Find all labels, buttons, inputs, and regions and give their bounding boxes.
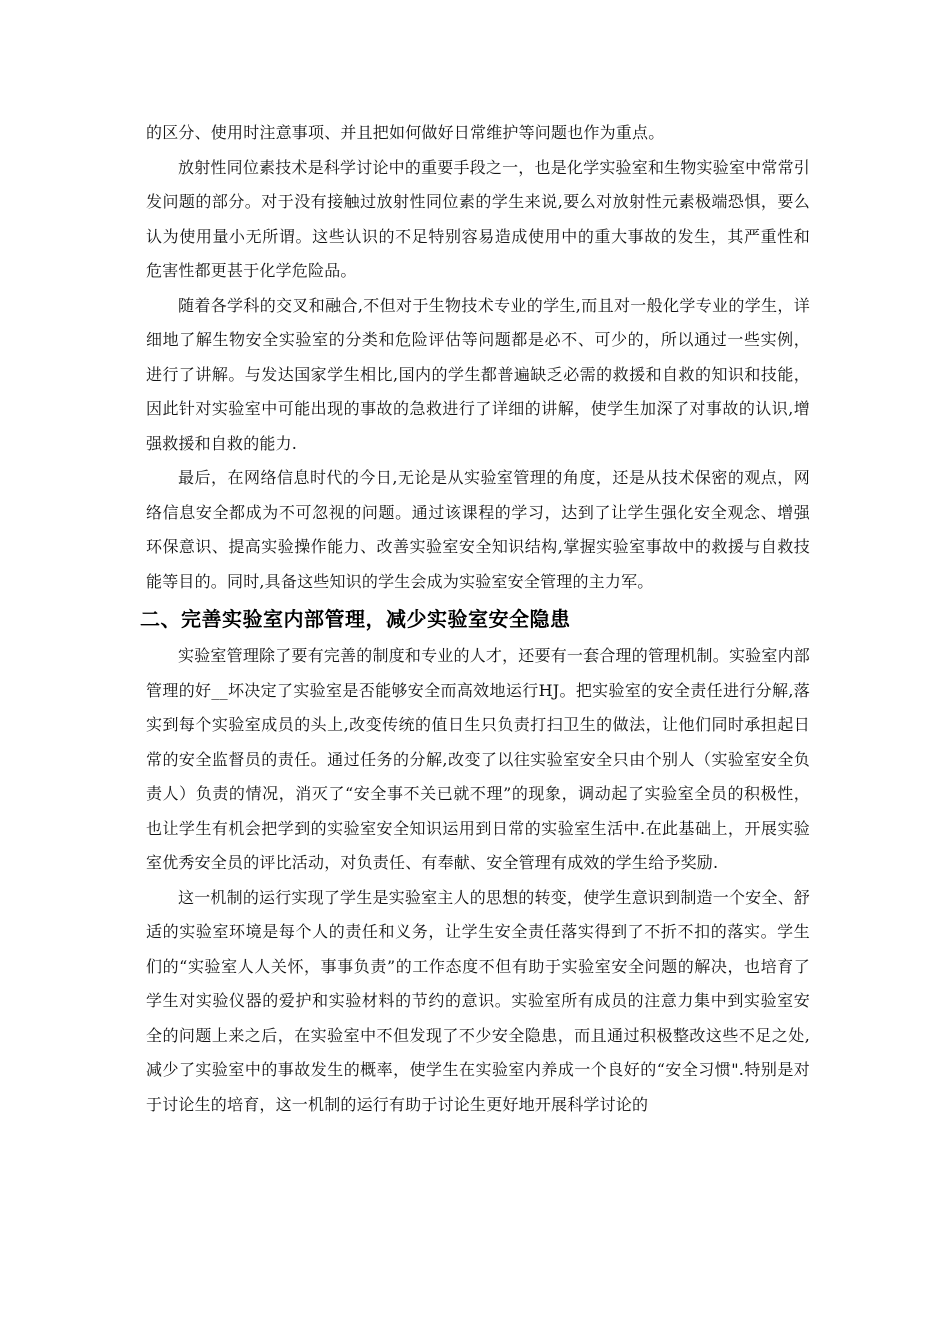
paragraph-4: 最后，在网络信息时代的今日,无论是从实验室管理的角度，还是从技术保密的观点，网络信息安全都成为不可忽视的问题。通过该课程的学习，达到了让学生强化安全观念、增强环保意识、提高实验操作能力、改善实验室安全知识结构,掌握实验室事故中的救援与自救技能等目的。同时,具备这些知识的学生会成为实验室安全管理的主力军。: [146, 468, 810, 591]
paragraph-2: 放射性同位素技术是科学讨论中的重要手段之一，也是化学实验室和生物实验室中常常引发问题的部分。对于没有接触过放射性同位素的学生来说,要么对放射性元素极端恐惧，要么认为使用量小无所谓。这些认识的不足特别容易造成使用中的重大事故的发生，其严重性和危害性都更甚于化学危险品。: [146, 157, 810, 280]
paragraph-1: 的区分、使用时注意事项、并且把如何做好日常维护等问题也作为重点。: [146, 123, 665, 142]
paragraph-6: 这一机制的运行实现了学生是实验室主人的思想的转变，使学生意识到制造一个安全、舒适的实验室环境是每个人的责任和义务，让学生安全责任落实得到了不折不扣的落实。学生们的“实验室人人关怀，事事负责”的工作态度不但有助于实验室安全问题的解决，也培育了学生对实验仪器的爱护和实验材料的节约的意识。实验室所有成员的注意力集中到实验室安全的问题上来之后，在实验室中不但发现了不少安全隐患，而且通过积极整改这些不足之处,减少了实验室中的事故发生的概率，使学生在实验室内养成一个良好的“安全习惯".特别是对于讨论生的培育，这一机制的运行有助于讨论生更好地开展科学讨论的: [146, 887, 810, 1114]
paragraph-5: 实验室管理除了要有完善的制度和专业的人才，还要有一套合理的管理机制。实验室内部管理的好__坏决定了实验室是否能够安全而高效地运行HJ。把实验室的安全责任进行分解,落实到每个实验室成员的头上,改变传统的值日生只负责打扫卫生的做法，让他们同时承担起日常的安全监督员的责任。通过任务的分解,改变了以往实验室安全只由个别人（实验室安全负责人）负责的情况，消灭了“安全事不关已就不理”的现象，调动起了实验室全员的积极性，也让学生有机会把学到的实验室安全知识运用到日常的实验室生活中.在此基础上，开展实验室优秀安全员的评比活动，对负责任、有奉献、安全管理有成效的学生给予奖励.: [146, 646, 810, 872]
paragraph-3: 随着各学科的交叉和融合,不但对于生物技术专业的学生,而且对一般化学专业的学生，详细地了解生物安全实验室的分类和危险评估等问题都是必不、可少的，所以通过一些实例，进行了讲解。与发达国家学生相比,国内的学生都普遍缺乏必需的救援和自救的知识和技能，因此针对实验室中可能出现的事故的急救进行了详细的讲解，使学生加深了对事故的认识,增强救援和自救的能力.: [146, 295, 810, 453]
document-body: [140, 116, 810, 1122]
section-heading: 二、完善实验室内部管理，减少实验室安全隐患: [140, 607, 571, 631]
